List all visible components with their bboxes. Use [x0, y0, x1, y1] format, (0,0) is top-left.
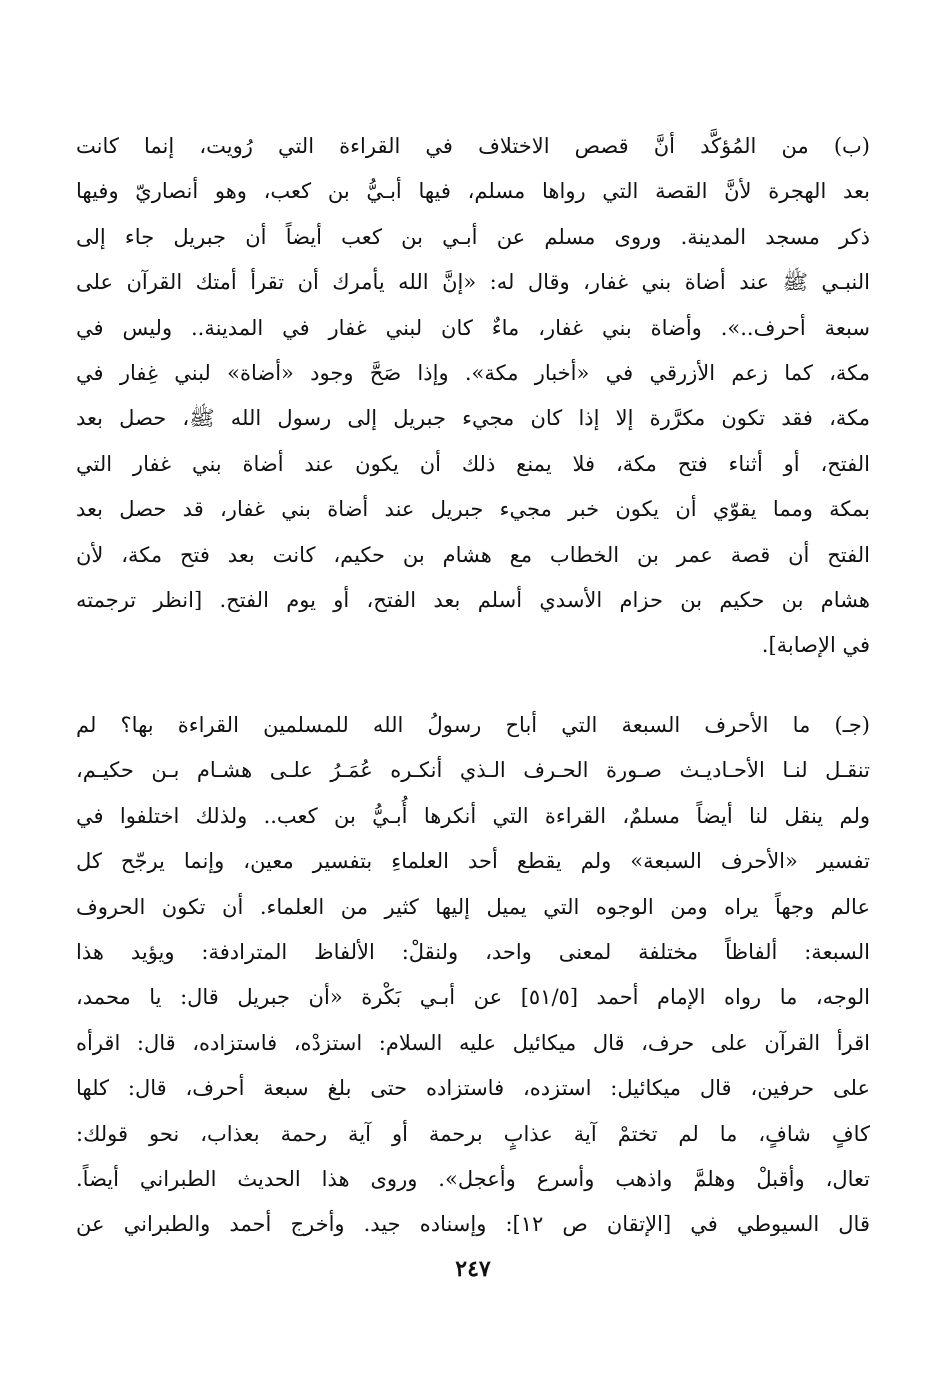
paragraph-b-line: الفتح، أو أثناء فتح مكة، فلا يمنع ذلك أن يكون عند أضاة بني غفار التي [76, 451, 870, 476]
paragraph-j-line: تعال، وأقبلْ وهلمَّ واذهب وأسرع وأعجل». وروى هذا الحديث الطبراني أيضاً. [76, 1166, 870, 1191]
paragraph-j-line: اقرأ القرآن على حرف، قال ميكائيل عليه السلام: استزدْه، فاستزاده، قال: اقرأه [76, 1030, 870, 1055]
paragraph-b-line: الفتح أن قصة عمر بن الخطاب مع هشام بن حكيم، كانت بعد فتح مكة، لأن [76, 542, 870, 567]
paragraph-b-line: سبعة أحرف..». وأضاة بني غفار، ماءٌ كان لبني غفار في المدينة.. وليس في [76, 315, 870, 340]
paragraph-b [76, 124, 870, 669]
paragraph-b-line: بعد الهجرة لأنَّ القصة التي رواها مسلم، فيها أبـيُّ بن كعب، وهو أنصاريّ وفيها [76, 179, 870, 204]
paragraph-j-line: كافٍ شافٍ، ما لم تختمْ آية عذابٍ برحمة أو آية رحمة بعذاب، نحو قولك: [76, 1121, 870, 1146]
paragraph-b-line: ذكر مسجد المدينة. وروى مسلم عن أبـي بن كعب أيضاً أن جبريل جاء إلى [76, 224, 870, 249]
paragraph-j-line: تفسير «الأحرف السبعة» ولم يقطع أحد العلماءِ بتفسير معين، وإنما يرجّح كل [76, 849, 870, 874]
paragraph-j-line: ولم ينقل لنا أيضاً مسلمٌ، القراءة التي أنكرها أُبـيُّ بن كعب.. ولذلك اختلفوا في [76, 803, 870, 828]
paragraph-j-line: (جـ) ما الأحرف السبعة التي أباح رسولُ الله للمسلمين القراءة بها؟ لم [76, 713, 870, 737]
paragraph-j [76, 703, 870, 1248]
paragraph-b-line: (ب) من المُؤكَّد أنَّ قصص الاختلاف في القراءة التي رُويت، إنما كانت [76, 134, 870, 158]
paragraph-j-line: على حرفين، قال ميكائيل: استزده، فاستزاده حتى بلغ سبعة أحرف، قال: كلها [76, 1076, 870, 1101]
paragraph-b-line: النبـي ﷺ عند أضاة بني غفار، وقال له: «إنَّ الله يأمرك أن تقرأ أمتك القرآن على [76, 270, 870, 295]
paragraph-j-line: عالم وجهاً يراه ومن الوجوه التي يميل إليها كثير من العلماء. أن تكون الحروف [76, 894, 870, 919]
paragraph-b-line: في الإصابة]. [761, 633, 870, 658]
paragraph-b-line: مكة، كما زعم الأزرقي في «أخبار مكة». وإذا صَحَّ وجود «أضاة» لبني غِفار في [76, 360, 870, 385]
paragraph-j-line: الوجه، ما رواه الإمام أحمد [٥١/٥] عن أبـي بَكْرة «أن جبريل قال: يا محمد، [76, 985, 870, 1010]
page-number: ٢٤٧ [455, 1256, 491, 1282]
paragraph-j-line: السبعة: ألفاظاً مختلفة لمعنى واحد، ولنقلْ: الألفاظ المترادفة: ويؤيد هذا [76, 939, 870, 964]
paragraph-b-line: بمكة ومما يقوّي أن يكون خبر مجيء جبريل عند أضاة بني غفار، قد حصل بعد [76, 497, 870, 522]
paragraph-b-line: هشام بن حكيم بن حزام الأسدي أسلم بعد الفتح، أو يوم الفتح. [انظر ترجمته [76, 587, 870, 612]
paragraph-j-line: تنقـل لنـا الأحـاديـث صـورة الحـرف الـذي أنكـره عُمَـرُ علـى هشـام بـن حكيـم، [76, 758, 870, 783]
paragraph-j-line: قال السيوطي في [الإتقان ص ١٢]: وإسناده جيد. وأخرج أحمد والطبراني عن [76, 1212, 870, 1237]
paragraph-b-line: مكة، فقد تكون مكرَّرة إلا إذا كان مجيء جبريل إلى رسول الله ﷺ، حصل بعد [76, 406, 870, 431]
